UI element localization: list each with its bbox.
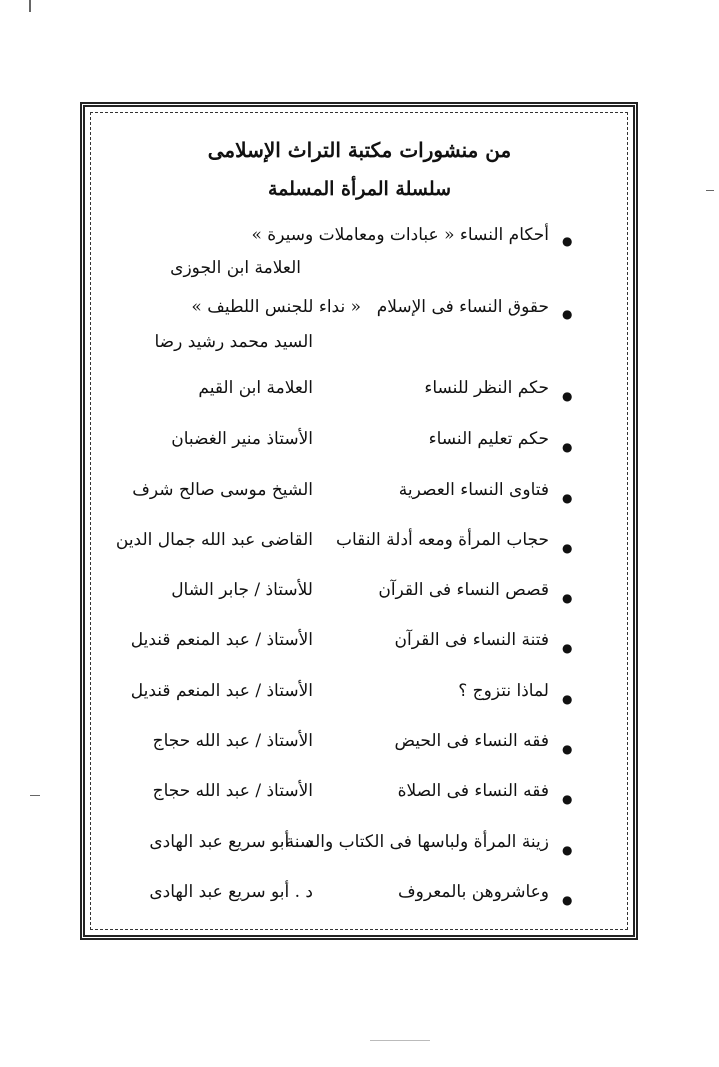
book-author: العلامة ابن القيم <box>198 378 313 398</box>
book-title: حكم النظر للنساء <box>424 378 549 398</box>
book-author: القاضى عبد الله جمال الدين <box>115 530 313 550</box>
book-author: الأستاذ / عبد الله حجاج <box>152 781 313 801</box>
bullet-icon: ● <box>562 641 573 655</box>
book-title: فتاوى النساء العصرية <box>398 480 549 500</box>
book-author: للأستاذ / جابر الشال <box>171 580 313 600</box>
bullet-icon: ● <box>562 541 573 555</box>
scan-mark-top <box>29 0 31 12</box>
book-author: السيد محمد رشيد رضا <box>154 332 313 352</box>
book-subtitle: « نداء للجنس اللطيف » <box>191 297 361 317</box>
bullet-icon: ● <box>562 307 573 321</box>
bullet-icon: ● <box>562 843 573 857</box>
book-title: وعاشروهن بالمعروف <box>397 882 549 902</box>
bullet-icon: ● <box>562 742 573 756</box>
book-title: حجاب المرأة ومعه أدلة النقاب <box>335 530 549 550</box>
book-title: لماذا نتزوج ؟ <box>458 681 549 701</box>
book-author: العلامة ابن الجوزى <box>170 258 301 278</box>
bullet-icon: ● <box>562 234 573 248</box>
book-title: زينة المرأة ولباسها فى الكتاب والسنة <box>285 832 549 852</box>
bullet-icon: ● <box>562 893 573 907</box>
book-title: فتنة النساء فى القرآن <box>394 630 549 650</box>
bullet-icon: ● <box>562 792 573 806</box>
book-title: فقه النساء فى الحيض <box>394 731 549 751</box>
scan-mark-bottom <box>370 1040 430 1041</box>
book-author: الشيخ موسى صالح شرف <box>132 480 313 500</box>
book-author: الأستاذ / عبد المنعم قنديل <box>130 630 313 650</box>
book-title: حكم تعليم النساء <box>428 429 549 449</box>
bullet-icon: ● <box>562 692 573 706</box>
book-title: أحكام النساء « عبادات ومعاملات وسيرة » <box>251 225 549 245</box>
book-title: فقه النساء فى الصلاة <box>397 781 549 801</box>
bullet-icon: ● <box>562 591 573 605</box>
scan-mark-right <box>706 190 714 191</box>
book-title: حقوق النساء فى الإسلام <box>376 297 549 317</box>
book-author: د . أبو سريع عبد الهادى <box>149 882 313 902</box>
bullet-icon: ● <box>562 440 573 454</box>
bullet-icon: ● <box>562 389 573 403</box>
publisher-heading: من منشورات مكتبة التراث الإسلامى <box>207 138 512 162</box>
bullet-icon: ● <box>562 491 573 505</box>
book-author: د . أبو سريع عبد الهادى <box>149 832 313 852</box>
scan-mark-left <box>30 795 40 796</box>
book-title: قصص النساء فى القرآن <box>378 580 549 600</box>
book-author: الأستاذ منير الغضبان <box>171 429 313 449</box>
book-author: الأستاذ / عبد الله حجاج <box>152 731 313 751</box>
series-heading: سلسلة المرأة المسلمة <box>267 178 452 200</box>
book-author: الأستاذ / عبد المنعم قنديل <box>130 681 313 701</box>
